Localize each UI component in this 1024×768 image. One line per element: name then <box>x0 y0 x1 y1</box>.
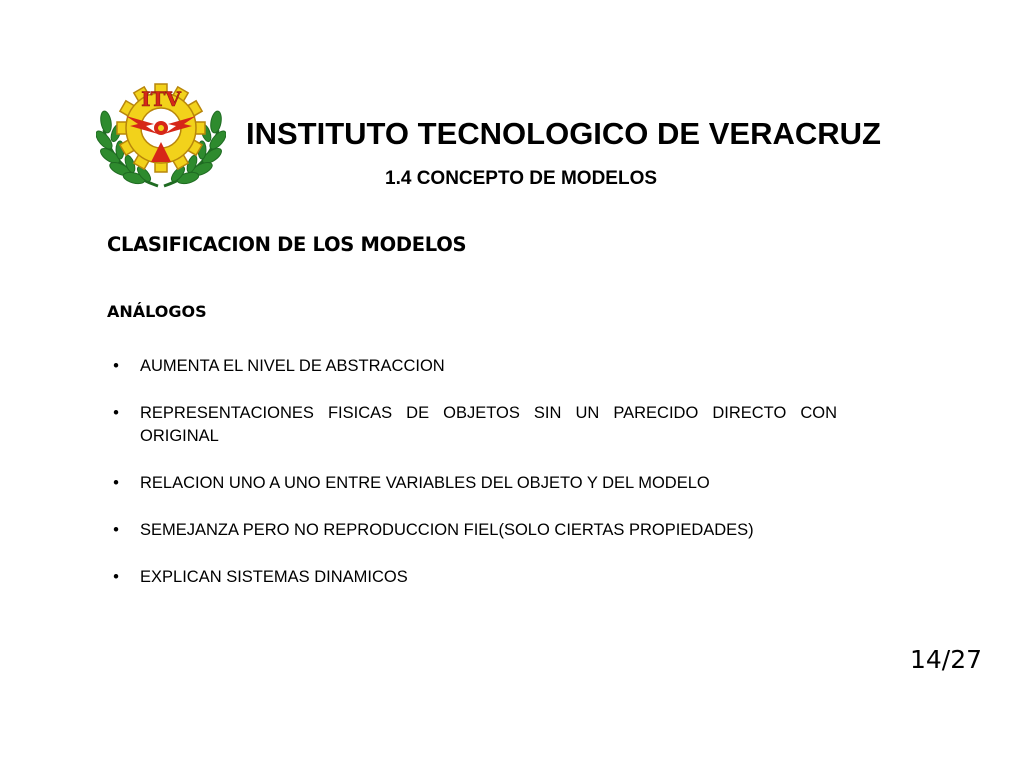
bullet-icon: • <box>113 474 119 492</box>
bullet-text: SEMEJANZA PERO NO REPRODUCCION FIEL(SOLO CIERTAS PROPIEDADES) <box>140 521 754 539</box>
bullet-icon: • <box>113 404 119 422</box>
bullet-text: REPRESENTACIONES FISICAS DE OBJETOS SIN UN PARECIDO DIRECTO CON ORIGINAL <box>140 404 837 445</box>
logo-lettering: ITV <box>141 87 181 111</box>
bullet-icon: • <box>113 568 119 586</box>
institution-title: INSTITUTO TECNOLOGICO DE VERACRUZ <box>246 116 881 151</box>
list-item <box>110 472 837 495</box>
section-title: CLASIFICACION DE LOS MODELOS <box>107 233 467 256</box>
list-item <box>110 519 837 542</box>
bullet-text: EXPLICAN SISTEMAS DINAMICOS <box>140 568 408 586</box>
bullet-icon: • <box>113 357 119 375</box>
bullet-list <box>110 355 837 589</box>
bullet-text: AUMENTA EL NIVEL DE ABSTRACCION <box>140 357 445 375</box>
list-item <box>110 566 837 589</box>
bullet-icon: • <box>113 521 119 539</box>
list-item <box>110 402 837 448</box>
subsection-title: ANÁLOGOS <box>107 302 207 321</box>
bullet-text: RELACION UNO A UNO ENTRE VARIABLES DEL OBJETO Y DEL MODELO <box>140 474 710 492</box>
itv-logo <box>96 78 226 190</box>
list-item <box>110 355 837 378</box>
lesson-subtitle: 1.4 CONCEPTO DE MODELOS <box>385 168 658 189</box>
page-indicator: 14/27 <box>909 645 982 674</box>
